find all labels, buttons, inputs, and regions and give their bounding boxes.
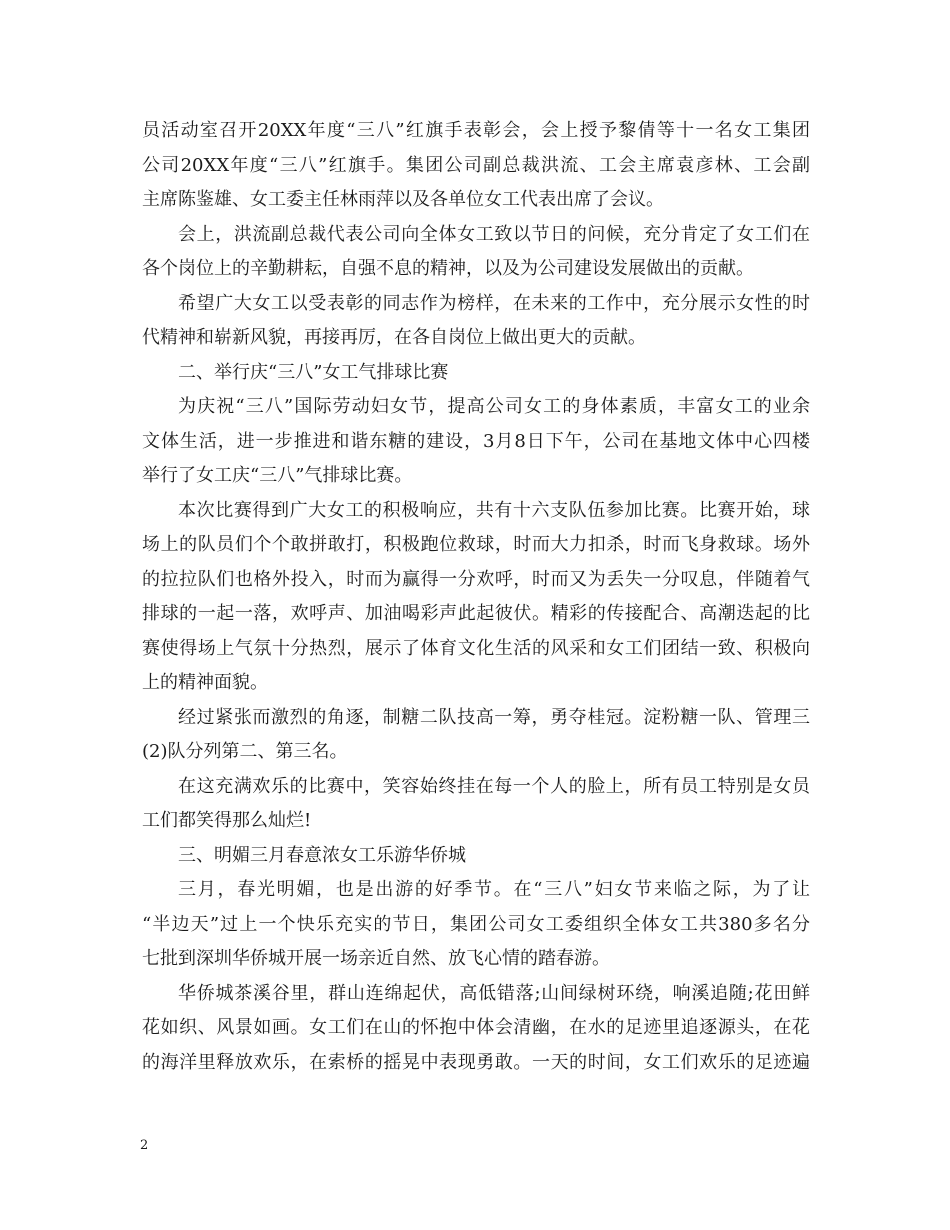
text-line: 赛使得场上气氛十分热烈，展示了体育文化生活的风采和女工们团结一致、积极向 bbox=[142, 637, 810, 659]
text-line: 七批到深圳华侨城开展一场亲近自然、放飞心情的踏春游。 bbox=[142, 948, 610, 969]
text-line: 上的精神面貌。 bbox=[142, 672, 268, 693]
text-line: 会上，洪流副总裁代表公司向全体女工致以节日的问候，充分肯定了女工们在 bbox=[178, 223, 810, 245]
text-line: 希望广大女工以受表彰的同志作为榜样，在未来的工作中，充分展示女性的时 bbox=[178, 292, 810, 314]
text-line: 的拉拉队们也格外投入，时而为赢得一分欢呼，时而又为丢失一分叹息，伴随着气 bbox=[142, 568, 810, 590]
text-line: 二、举行庆“三八”女工气排球比赛 bbox=[178, 361, 449, 383]
text-line: 在这充满欢乐的比赛中，笑容始终挂在每一个人的脸上，所有员工特别是女员 bbox=[178, 775, 810, 797]
text-line: 工们都笑得那么灿烂! bbox=[142, 810, 312, 831]
text-line: 三月，春光明媚，也是出游的好季节。在“三八”妇女节来临之际，为了让 bbox=[178, 879, 810, 900]
text-line: (2)队分列第二、第三名。 bbox=[142, 741, 348, 762]
text-line: 代精神和崭新风貌，再接再厉，在各自岗位上做出更大的贡献。 bbox=[142, 327, 646, 348]
document-body bbox=[142, 114, 810, 1080]
text-line: 排球的一起一落，欢呼声、加油喝彩声此起彼伏。精彩的传接配合、高潮迭起的比 bbox=[142, 603, 810, 624]
text-line: 的海洋里释放欢乐，在索桥的摇晃中表现勇敢。一天的时间，女工们欢乐的足迹遍 bbox=[142, 1051, 810, 1073]
text-line: 经过紧张而激烈的角逐，制糖二队技高一筹，勇夺桂冠。淀粉糖一队、管理三 bbox=[178, 706, 810, 728]
text-line: 华侨城茶溪谷里，群山连绵起伏，高低错落;山间绿树环绕，响溪追随;花田鲜 bbox=[178, 982, 810, 1004]
text-line: 为庆祝“三八”国际劳动妇女节，提高公司女工的身体素质，丰富女工的业余 bbox=[178, 396, 810, 417]
text-line: 员活动室召开20XX年度“三八”红旗手表彰会，会上授予黎倩等十一名女工集团 bbox=[142, 120, 810, 141]
text-line: “半边天”过上一个快乐充实的节日，集团公司女工委组织全体女工共380多名分 bbox=[142, 913, 810, 935]
text-line: 举行了女工庆“三八”气排球比赛。 bbox=[142, 465, 413, 486]
text-line: 花如织、风景如画。女工们在山的怀抱中体会清幽，在水的足迹里追逐源头，在花 bbox=[142, 1017, 810, 1038]
text-line: 场上的队员们个个敢拼敢打，积极跑位救球，时而大力扣杀，时而飞身救球。场外 bbox=[142, 534, 810, 555]
text-line: 公司20XX年度“三八”红旗手。集团公司副总裁洪流、工会主席袁彦林、工会副 bbox=[142, 154, 810, 176]
text-line: 三、明媚三月春意浓女工乐游华侨城 bbox=[178, 844, 466, 866]
text-line: 文体生活，进一步推进和谐东糖的建设，3月8日下午，公司在基地文体中心四楼 bbox=[142, 430, 810, 452]
page-number: 2 bbox=[140, 1138, 149, 1153]
text-line: 本次比赛得到广大女工的积极响应，共有十六支队伍参加比赛。比赛开始，球 bbox=[178, 499, 810, 521]
text-line: 各个岗位上的辛勤耕耘，自强不息的精神，以及为公司建设发展做出的贡献。 bbox=[142, 258, 754, 279]
text-line: 主席陈鉴雄、女工委主任林雨萍以及各单位女工代表出席了会议。 bbox=[142, 189, 664, 210]
